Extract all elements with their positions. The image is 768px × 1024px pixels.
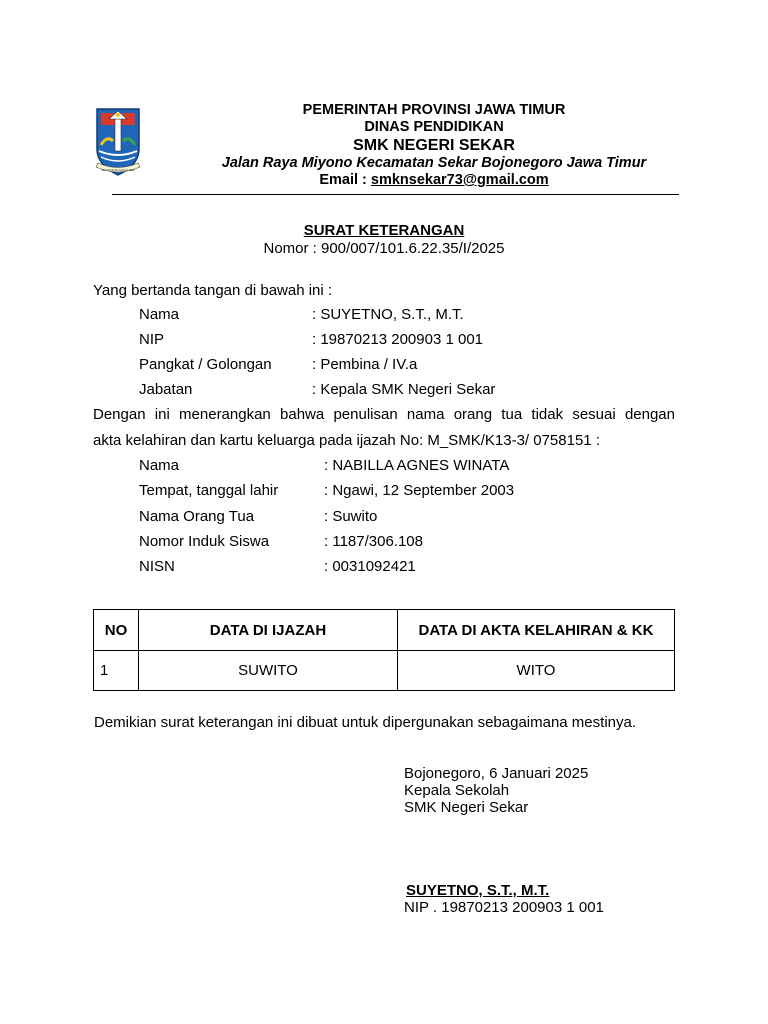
signature-place-date: Bojonegoro, 6 Januari 2025 — [404, 765, 589, 782]
closing-text: Demikian surat keterangan ini dibuat untuk dipergunakan sebagaimana mestinya. — [94, 714, 636, 731]
student-label: Nama — [139, 457, 180, 474]
statement-line: akta kelahiran dan kartu keluarga pada ijazah No: M_SMK/K13-3/ 0758151 : — [93, 432, 600, 449]
table-header: NO — [94, 610, 139, 651]
email-label: Email : — [319, 172, 371, 188]
signature-name: SUYETNO, S.T., M.T. — [406, 882, 550, 899]
comparison-table — [93, 609, 675, 691]
table-header-row — [94, 610, 675, 651]
table-cell: 1 — [94, 651, 139, 691]
student-value: : 0031092421 — [324, 558, 416, 575]
student-value: : NABILLA AGNES WINATA — [324, 457, 510, 474]
letter-title: SURAT KETERANGAN — [303, 222, 465, 239]
header-school: SMK NEGERI SEKAR — [353, 137, 515, 154]
table-cell: SUWITO — [139, 651, 398, 691]
signer-label: Pangkat / Golongan — [139, 356, 272, 373]
signer-value: : SUYETNO, S.T., M.T. — [312, 306, 464, 323]
student-label: Nama Orang Tua — [139, 508, 255, 525]
student-label: Nomor Induk Siswa — [139, 533, 270, 550]
signature-school: SMK Negeri Sekar — [404, 799, 529, 816]
signer-label: Nama — [139, 306, 180, 323]
signer-value: : Kepala SMK Negeri Sekar — [312, 381, 496, 398]
student-value: : Ngawi, 12 September 2003 — [324, 482, 515, 499]
statement-line: Dengan ini menerangkan bahwa penulisan nama orang tua tidak sesuai dengan — [93, 406, 675, 423]
signature-nip: NIP . 19870213 200903 1 001 — [404, 899, 604, 916]
signer-value: : Pembina / IV.a — [312, 356, 418, 373]
signer-label: NIP — [139, 331, 165, 348]
header-department: DINAS PENDIDIKAN — [364, 119, 504, 135]
student-value: : 1187/306.108 — [324, 533, 423, 550]
table-header: DATA DI IJAZAH — [139, 610, 398, 651]
header-address: Jalan Raya Miyono Kecamatan Sekar Bojonegoro Jawa Timur — [221, 155, 647, 171]
logo-ribbon-text: JER BASUKI MAWA BEA — [100, 168, 136, 172]
signer-label: Jabatan — [139, 381, 193, 398]
table-header: DATA DI AKTA KELAHIRAN & KK — [398, 610, 675, 651]
jawa-timur-emblem-icon — [93, 105, 143, 177]
student-label: Tempat, tanggal lahir — [139, 482, 279, 499]
student-value: : Suwito — [324, 508, 378, 525]
signature-position: Kepala Sekolah — [404, 782, 510, 799]
intro-text: Yang bertanda tangan di bawah ini : — [93, 282, 333, 299]
header-province: PEMERINTAH PROVINSI JAWA TIMUR — [302, 102, 566, 118]
signer-value: : 19870213 200903 1 001 — [312, 331, 483, 348]
header-email-line — [150, 172, 718, 189]
table-row — [94, 651, 675, 691]
header-divider — [112, 194, 679, 195]
letter-number: Nomor : 900/007/101.6.22.35/I/2025 — [263, 240, 505, 257]
student-label: NISN — [139, 558, 175, 575]
table-cell: WITO — [398, 651, 675, 691]
email-link[interactable]: smknsekar73@gmail.com — [370, 172, 549, 188]
